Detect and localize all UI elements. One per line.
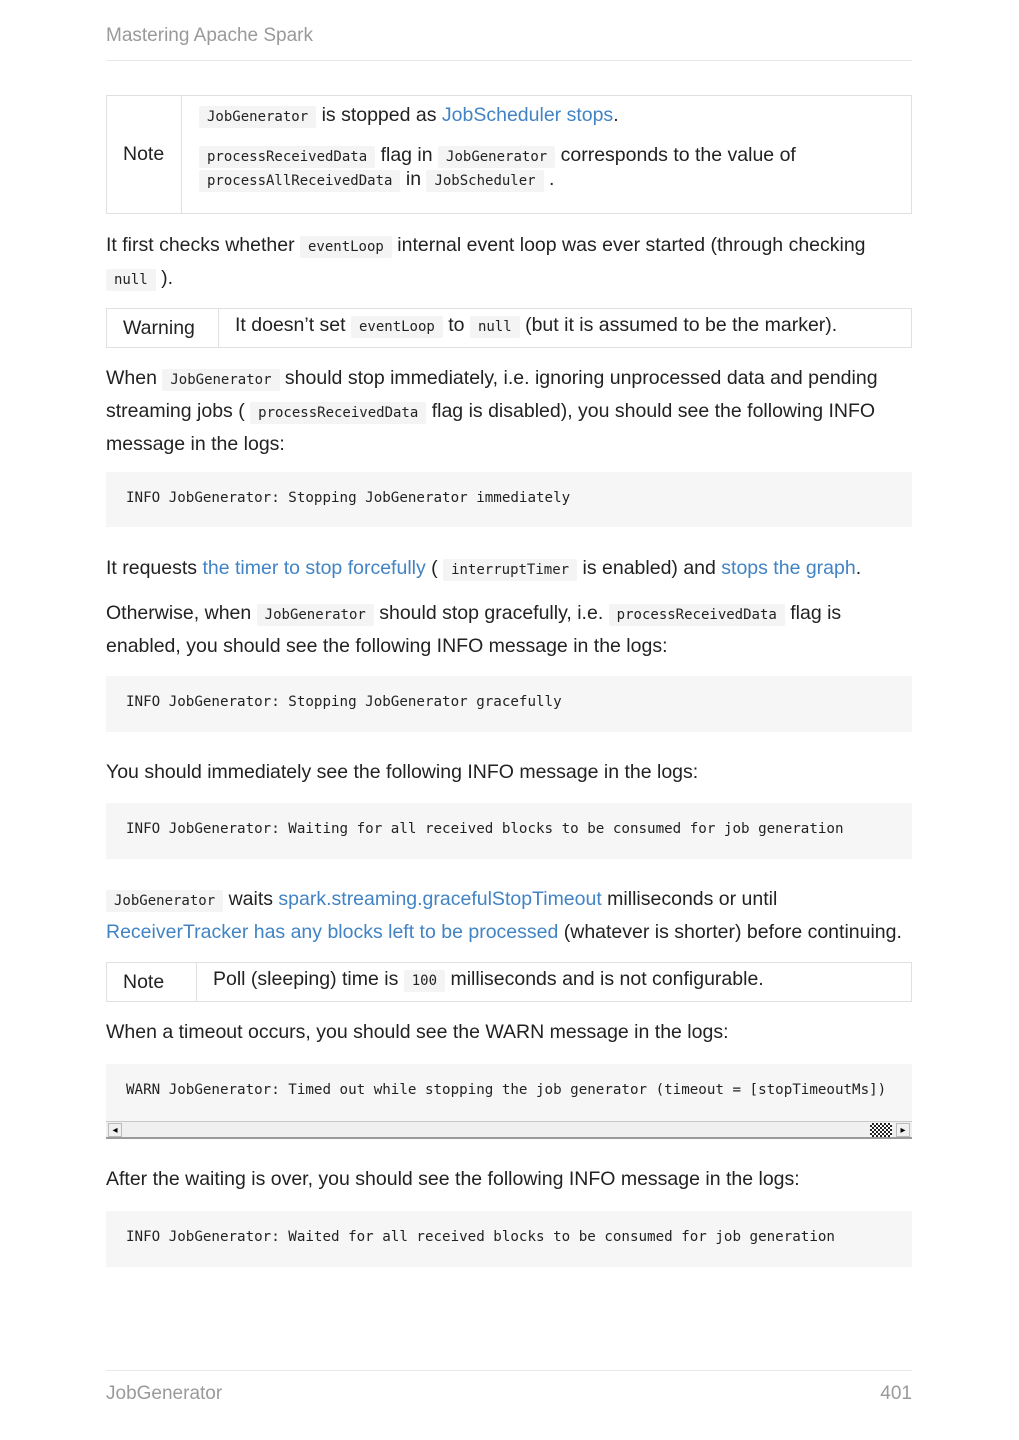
note-text: in (400, 168, 427, 190)
code-text: INFO JobGenerator: Waiting for all received blocks to be consumed for job generation (126, 821, 844, 837)
note-text: is stopped as (316, 104, 442, 126)
graceful-stop-timeout-link[interactable]: spark.streaming.gracefulStopTimeout (278, 888, 602, 910)
code-text: INFO JobGenerator: Waited for all received blocks to be consumed for job generation (126, 1229, 835, 1245)
note-label: Note (107, 963, 197, 1001)
inline-code: JobScheduler (426, 170, 543, 192)
inline-code: processAllReceivedData (199, 170, 400, 192)
code-block (106, 472, 912, 527)
scroll-right-icon[interactable]: ▸ (896, 1123, 910, 1137)
header-divider (106, 60, 912, 61)
receiver-tracker-link[interactable]: ReceiverTracker has any blocks left to be processed (106, 921, 559, 943)
paragraph: When a timeout occurs, you should see the WARN message in the logs: (106, 1021, 729, 1043)
paragraph: It first checks whether eventLoop internal event loop was ever started (through checking null ). (106, 234, 866, 289)
note-admonition (106, 95, 912, 214)
code-block (106, 676, 912, 732)
timer-stop-link[interactable]: the timer to stop forcefully (202, 557, 426, 579)
inline-code: processReceivedData (609, 604, 785, 626)
warning-label: Warning (107, 309, 219, 347)
inline-code: JobGenerator (257, 604, 374, 626)
note-text: . (613, 104, 619, 126)
inline-code: JobGenerator (106, 890, 223, 912)
warning-admonition (106, 308, 912, 348)
warning-body: It doesn’t set eventLoop to null (but it is assumed to be the marker). (235, 314, 838, 336)
inline-code: JobGenerator (199, 106, 316, 128)
note-label: Note (107, 96, 182, 213)
scrollbar-thumb[interactable] (870, 1123, 892, 1137)
footer-section-title: JobGenerator (106, 1383, 223, 1404)
inline-code: JobGenerator (162, 369, 279, 391)
inline-code: processReceivedData (250, 402, 426, 424)
note-text: corresponds to the value of (555, 144, 796, 166)
code-text: INFO JobGenerator: Stopping JobGenerator gracefully (126, 694, 562, 710)
note-text: flag in (375, 144, 439, 166)
paragraph: You should immediately see the following INFO message in the logs: (106, 761, 699, 783)
paragraph: It requests the timer to stop forcefully ( interruptTimer is enabled) and stops the graph. (106, 557, 862, 579)
inline-code: JobGenerator (438, 146, 555, 168)
inline-code: interruptTimer (443, 559, 577, 581)
code-text: INFO JobGenerator: Stopping JobGenerator immediately (126, 490, 571, 506)
paragraph: Otherwise, when JobGenerator should stop gracefully, i.e. processReceivedData flag is enabled, you should see the following INFO message in the logs: (106, 602, 842, 657)
code-block-scrollable (106, 1064, 912, 1121)
paragraph: JobGenerator waits spark.streaming.gracefulStopTimeout milliseconds or until ReceiverTracker has any blocks left to be processed (whatever is shorter) before continuing. (106, 888, 902, 943)
note-line-1 (199, 104, 619, 127)
note-line-2 (199, 144, 796, 167)
stops-graph-link[interactable]: stops the graph (721, 557, 856, 579)
note-line-3 (199, 168, 554, 191)
note-body: Poll (sleeping) time is 100 milliseconds and is not configurable. (213, 968, 764, 990)
note-text: . (543, 168, 555, 190)
inline-code: eventLoop (351, 316, 443, 338)
horizontal-scrollbar[interactable] (106, 1121, 912, 1139)
footer-divider (106, 1370, 912, 1371)
scroll-left-icon[interactable]: ◂ (108, 1123, 122, 1137)
paragraph: When JobGenerator should stop immediately, i.e. ignoring unprocessed data and pending streaming jobs ( processReceivedData flag is disabled), you should see the following INFO message in the logs: (106, 367, 878, 455)
code-block (106, 1211, 912, 1267)
page-number: 401 (880, 1383, 912, 1404)
inline-code: null (106, 269, 156, 291)
paragraph: After the waiting is over, you should see the following INFO message in the logs: (106, 1168, 800, 1190)
jobscheduler-stops-link[interactable]: JobScheduler stops (441, 104, 614, 126)
code-text: WARN JobGenerator: Timed out while stopping the job generator (timeout = [stopTimeoutMs]) (126, 1082, 887, 1098)
code-block (106, 803, 912, 859)
inline-code: processReceivedData (199, 146, 375, 168)
book-title: Mastering Apache Spark (106, 25, 314, 46)
inline-code: null (470, 316, 520, 338)
inline-code: eventLoop (300, 236, 392, 258)
inline-code: 100 (404, 970, 445, 992)
note-admonition (106, 962, 912, 1002)
